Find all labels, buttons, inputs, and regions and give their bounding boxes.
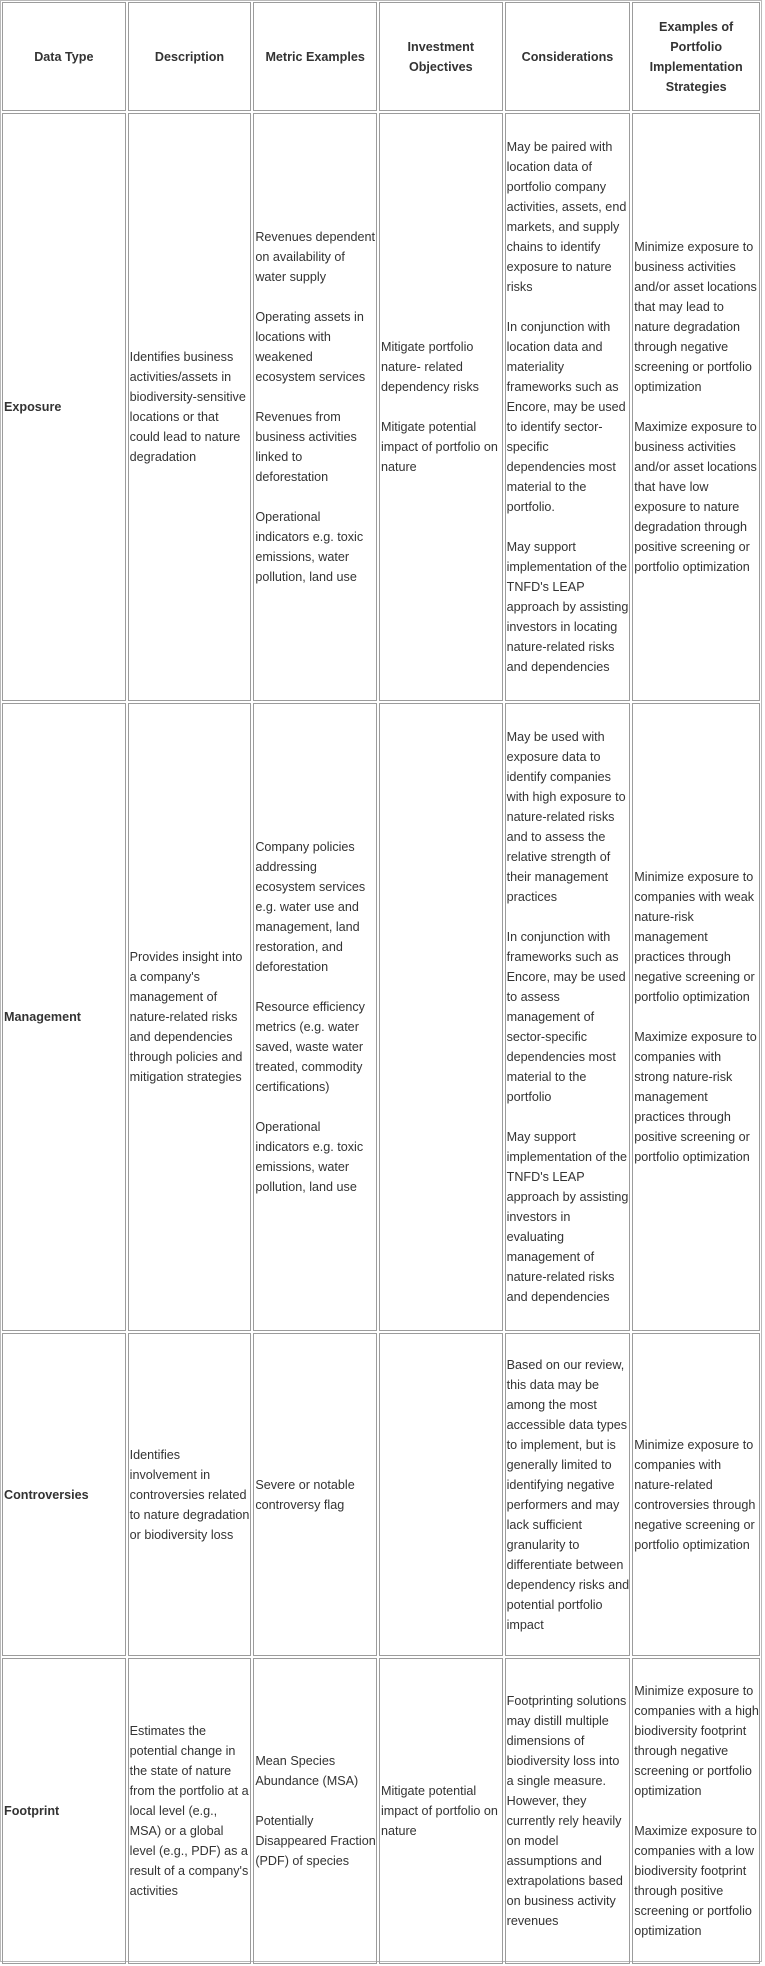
- description-cell: [128, 1333, 252, 1656]
- cell-paragraph: Identifies involvement in controversies related to nature degradation or biodiversity loss: [129, 1447, 250, 1542]
- description-cell: [128, 113, 252, 701]
- cell-paragraph: Revenues from business activities linked to deforestation: [255, 410, 357, 484]
- header-row: [2, 2, 760, 111]
- table-row: [2, 1333, 760, 1656]
- data-type-cell: Management: [2, 703, 126, 1331]
- metrics-cell: [253, 1333, 377, 1656]
- cell-paragraph: Operational indicators e.g. toxic emissions, water pollution, land use: [255, 1120, 364, 1194]
- cell-paragraph: Mitigate potential impact of portfolio on nature: [380, 420, 498, 474]
- cell-paragraph: In conjunction with location data and materiality frameworks such as Encore, may be used to identify sector-specific dependencies most material to the portfolio.: [506, 320, 626, 514]
- considerations-cell: [505, 1658, 631, 1964]
- header-implementation-strategies: Examples of Portfolio Implementation Strategies: [632, 2, 760, 111]
- metrics-cell: [253, 113, 377, 701]
- cell-paragraph: Minimize exposure to companies with nature-related controversies through negative screening or portfolio optimization: [634, 1437, 756, 1552]
- cell-paragraph: Footprinting solutions may distill multiple dimensions of biodiversity loss into a single measure. However, they currently rely heavily on model assumptions and extrapolations based on business activity revenues: [506, 1694, 627, 1928]
- cell-paragraph: Maximize exposure to companies with a low biodiversity footprint through positive screening or portfolio optimization: [634, 1824, 757, 1938]
- header-description: Description: [128, 2, 252, 111]
- considerations-cell: [505, 703, 631, 1331]
- header-considerations: Considerations: [505, 2, 631, 111]
- objectives-cell: [379, 1333, 503, 1656]
- description-cell: [128, 1658, 252, 1964]
- cell-paragraph: Potentially Disappeared Fraction (PDF) of species: [255, 1814, 376, 1868]
- data-type-cell: Exposure: [2, 113, 126, 701]
- cell-paragraph: Estimates the potential change in the state of nature from the portfolio at a local level (e.g., MSA) or a global level (e.g., PDF) as a result of a company's activities: [129, 1724, 249, 1898]
- cell-paragraph: May be used with exposure data to identify companies with high exposure to nature-related risks and to assess the relative strength of their management practices: [506, 730, 626, 904]
- cell-paragraph: May support implementation of the TNFD's LEAP approach by assisting investors in locating nature-related risks and dependencies: [506, 540, 629, 674]
- objectives-cell: [379, 1658, 503, 1964]
- cell-paragraph: Mean Species Abundance (MSA): [255, 1754, 359, 1788]
- table-row: [2, 1658, 760, 1964]
- metrics-cell: [253, 1658, 377, 1964]
- cell-paragraph: Minimize exposure to business activities and/or asset locations that may lead to nature degradation through negative screening or portfolio optimization: [634, 240, 757, 394]
- considerations-cell: [505, 1333, 631, 1656]
- cell-paragraph: May support implementation of the TNFD's LEAP approach by assisting investors in evaluating management of nature-related risks and dependencies: [506, 1130, 629, 1304]
- cell-paragraph: Operational indicators e.g. toxic emissions, water pollution, land use: [255, 510, 364, 584]
- header-data-type: Data Type: [2, 2, 126, 111]
- cell-paragraph: Based on our review, this data may be among the most accessible data types to implement, but is generally limited to identifying negative performers and may lack sufficient granularity to differentiate between dependency risks and potential portfolio impact: [506, 1357, 630, 1632]
- cell-paragraph: Operating assets in locations with weakened ecosystem services: [255, 310, 366, 384]
- cell-paragraph: In conjunction with frameworks such as Encore, may be used to assess management of sector-specific dependencies most material to the portfolio: [506, 930, 626, 1104]
- cell-paragraph: Mitigate potential impact of portfolio on nature: [380, 1784, 498, 1838]
- objectives-cell: [379, 113, 503, 701]
- data-type-cell: Controversies: [2, 1333, 126, 1656]
- cell-paragraph: Severe or notable controversy flag: [255, 1477, 355, 1512]
- header-metric-examples: Metric Examples: [253, 2, 377, 111]
- table-row: [2, 703, 760, 1331]
- strategies-cell: [632, 1333, 760, 1656]
- cell-paragraph: Maximize exposure to companies with strong nature-risk management practices through positive screening or portfolio optimization: [634, 1030, 757, 1164]
- cell-paragraph: May be paired with location data of portfolio company activities, assets, end markets, and supply chains to identify exposure to nature risks: [506, 140, 627, 294]
- cell-paragraph: Mitigate portfolio nature- related dependency risks: [380, 340, 479, 394]
- data-type-cell: Footprint: [2, 1658, 126, 1964]
- cell-paragraph: Minimize exposure to companies with weak nature-risk management practices through negative screening or portfolio optimization: [634, 870, 755, 1004]
- metrics-cell: [253, 703, 377, 1331]
- cell-paragraph: Maximize exposure to business activities and/or asset locations that have low exposure to nature degradation through positive screening or portfolio optimization: [634, 420, 757, 574]
- objectives-cell: [379, 703, 503, 1331]
- cell-paragraph: Company policies addressing ecosystem services e.g. water use and management, land restoration, and deforestation: [255, 840, 366, 974]
- strategies-cell: [632, 113, 760, 701]
- cell-paragraph: Resource efficiency metrics (e.g. water saved, waste water treated, commodity certifications): [255, 1000, 365, 1094]
- strategies-cell: [632, 1658, 760, 1964]
- description-cell: [128, 703, 252, 1331]
- cell-paragraph: Revenues dependent on availability of water supply: [255, 230, 376, 284]
- cell-paragraph: Minimize exposure to companies with a high biodiversity footprint through negative screening or portfolio optimization: [634, 1684, 759, 1798]
- table-row: [2, 113, 760, 701]
- considerations-cell: [505, 113, 631, 701]
- strategies-cell: [632, 703, 760, 1331]
- cell-paragraph: Provides insight into a company's management of nature-related risks and dependencies through policies and mitigation strategies: [129, 950, 243, 1084]
- header-investment-objectives: Investment Objectives: [379, 2, 503, 111]
- cell-paragraph: Identifies business activities/assets in biodiversity-sensitive locations or that could lead to nature degradation: [129, 350, 246, 464]
